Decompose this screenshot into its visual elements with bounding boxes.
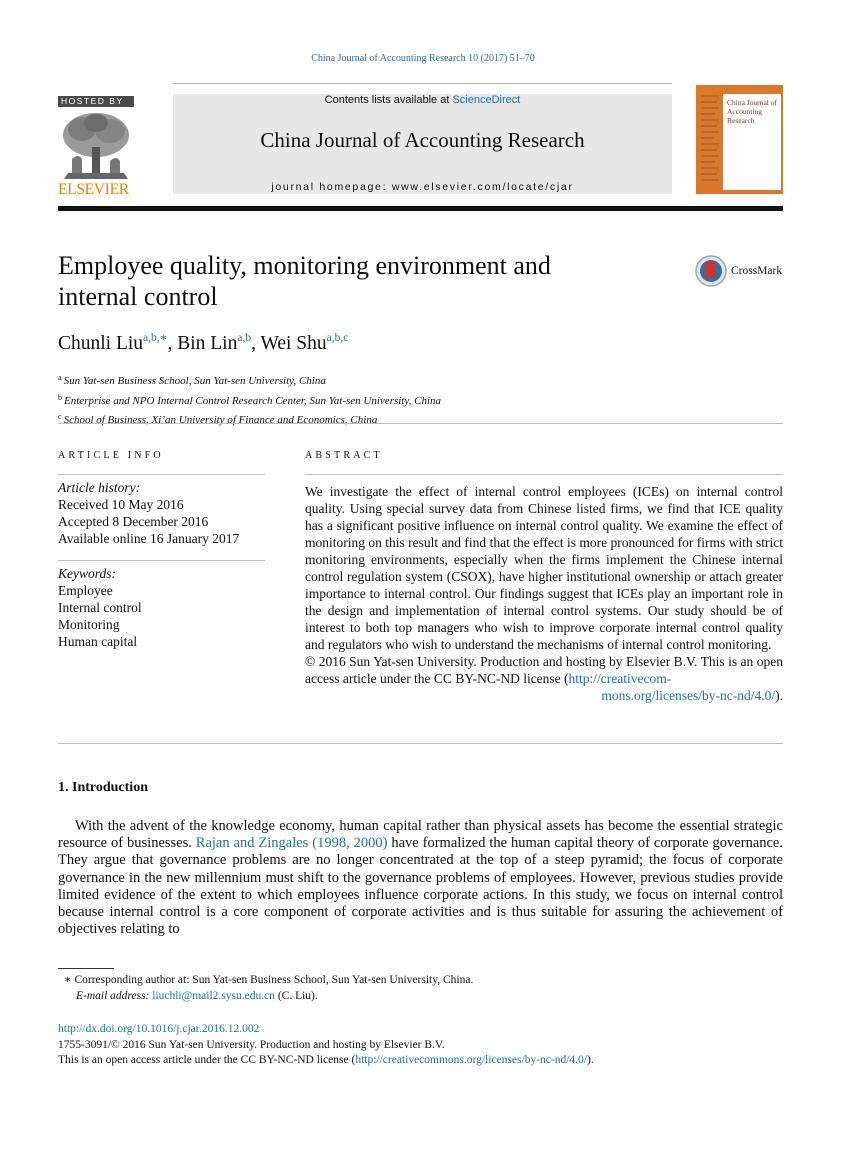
author-name: Bin Lin [177, 333, 238, 354]
keywords [58, 565, 265, 650]
intro-text: have formalized the human capital theory of corporate governance. They argue that governance problems are no longer concentrated at the top of a steep pyramid; the focus of corporate governance in the new millennium must shift to the governance problems of employees. However, previous studies provide limited evidence of the extent to which employees influence corporate actions. In this study, we focus on internal control because internal control is a core component of corporate activities and is thus suitable for assuring the achievement of objectives relating to [58, 835, 783, 938]
author-separator: , [251, 333, 261, 354]
hosted-by-label: HOSTED BY [58, 96, 134, 107]
affiliation-mark: a [58, 373, 62, 382]
abstract [305, 483, 783, 704]
abstract-label: ABSTRACT [305, 450, 383, 461]
cover-text-strip [699, 90, 721, 190]
keyword: Employee [58, 583, 113, 598]
affiliation-mark: b [58, 392, 62, 402]
contents-prefix: Contents lists available at [324, 94, 453, 106]
homepage-prefix: journal homepage: [271, 181, 392, 193]
license-prefix: This is an open access article under the CC BY-NC-ND license ( [58, 1054, 356, 1066]
license-close: ). [775, 688, 783, 703]
sciencedirect-link[interactable]: ScienceDirect [452, 94, 521, 106]
issn-line: 1755-3091/© 2016 Sun Yat-sen University. Production and hosting by Elsevier B.V. [58, 1038, 445, 1051]
accepted-date: Accepted 8 December 2016 [58, 514, 209, 529]
abstract-rule [305, 474, 783, 475]
keyword: Monitoring [58, 617, 120, 632]
license-url-link[interactable]: http://creativecommons.org/licenses/by-nc-nd/4.0/ [355, 1054, 587, 1066]
author-list [58, 330, 348, 355]
affiliation-text: School of Business, Xi’an University of Finance and Economics, China [63, 414, 378, 426]
author-name: Chunli Liu [58, 333, 144, 354]
journal-homepage [173, 181, 672, 193]
elsevier-tree-logo [58, 109, 134, 181]
affiliation-rule [58, 423, 783, 424]
article-info-rule [58, 474, 265, 475]
email-link[interactable]: liuchli@mail2.sysu.edu.cn [152, 989, 275, 1002]
footnote-mark: ∗ [63, 974, 72, 986]
homepage-link[interactable]: www.elsevier.com/locate/cjar [391, 181, 574, 193]
title-line-1: Employee quality, monitoring environment and [58, 251, 551, 280]
online-date: Available online 16 January 2017 [58, 531, 240, 546]
affiliation-item [58, 390, 441, 410]
received-date: Received 10 May 2016 [58, 497, 184, 512]
author-separator: , [167, 333, 178, 354]
license-link-continued[interactable]: mons.org/licenses/by-nc-nd/4.0/ [601, 688, 776, 703]
intro-text: With the advent of the knowledge economy, human capital rather than physical assets has become the essential strategic resource of businesses. [58, 818, 783, 852]
cover-title: China Journal of Accounting Research [727, 98, 777, 125]
doi-link[interactable]: http://dx.doi.org/10.1016/j.cjar.2016.12.002 [58, 1023, 260, 1035]
email-line [58, 989, 473, 1005]
keywords-label: Keywords: [58, 566, 116, 581]
affiliations [58, 370, 441, 429]
author-name: Wei Shu [260, 333, 327, 354]
affiliation-text: Enterprise and NPO Internal Control Research Center, Sun Yat-sen University, China [64, 394, 442, 407]
article-info-label: ARTICLE INFO [58, 450, 164, 461]
author-affiliation-marks[interactable]: a,b,∗ [143, 332, 168, 344]
affiliation-text: Sun Yat-sen Business School, Sun Yat-sen University, China [63, 375, 326, 387]
footnote-rule [58, 968, 114, 969]
intro-paragraph [58, 818, 783, 938]
copyright-text: © 2016 Sun Yat-sen University. Production and hosting by Elsevier B.V. This is an open access article under the CC BY-NC-ND license ( [305, 654, 783, 686]
crossmark-icon[interactable] [695, 255, 727, 287]
section-heading: 1. Introduction [58, 780, 148, 795]
email-label: E-mail address: [76, 989, 150, 1002]
history-label: Article history: [58, 480, 141, 495]
abstract-body: We investigate the effect of internal control employees (ICEs) on internal control quality. Using special survey data from Chinese listed firms, we find that ICE quality has a significant positive influence on internal control quality. We examine the effect of monitoring on this result and find that the effect is more pronounced for firms with strict monitoring environments, especially when the firms implement the Chinese internal control regulation system (CSOX), have higher institutional ownership or attach greater importance to internal control. Our findings suggest that ICEs play an important role in the design and implementation of internal control systems. Our study should be of interest to both top managers who wish to improve corporate internal control quality and regulators who wish to understand the mechanisms of internal control monitoring. [305, 484, 783, 652]
article-history [58, 479, 265, 547]
email-suffix: (C. Liu). [274, 989, 318, 1002]
elsevier-wordmark: ELSEVIER [58, 181, 129, 198]
affiliation-item [58, 409, 441, 429]
affiliation-item [58, 370, 441, 390]
abstract-end-rule [58, 743, 783, 744]
author-affiliation-marks[interactable]: a,b [237, 332, 252, 344]
keyword: Human capital [58, 634, 138, 649]
affiliation-mark: c [58, 412, 62, 421]
corresponding-author [58, 973, 473, 989]
article-title [58, 250, 658, 312]
keywords-rule [58, 560, 265, 561]
citation-link[interactable]: Rajan and Zingales (1998, 2000) [195, 835, 388, 852]
footnote-text: Corresponding author at: Sun Yat-sen Business School, Sun Yat-sen University, China. [71, 974, 474, 986]
footnote [58, 973, 473, 1004]
title-line-2: internal control [58, 282, 218, 311]
contents-line [173, 94, 672, 106]
top-rule [173, 83, 672, 84]
keyword: Internal control [58, 600, 142, 615]
crossmark-label[interactable]: CrossMark [731, 265, 783, 277]
header-rule [58, 206, 783, 211]
license-line [58, 1053, 594, 1069]
author-affiliation-marks[interactable]: a,b,c [326, 332, 349, 344]
abstract-license-end [305, 687, 783, 704]
running-head[interactable]: China Journal of Accounting Research 10 (2017) 51–70 [311, 53, 535, 64]
license-link[interactable]: http://creativecom- [568, 671, 672, 686]
journal-name: China Journal of Accounting Research [260, 128, 585, 152]
license-suffix: ). [586, 1054, 594, 1066]
abstract-copyright [305, 653, 783, 687]
doi-block [58, 1022, 594, 1069]
